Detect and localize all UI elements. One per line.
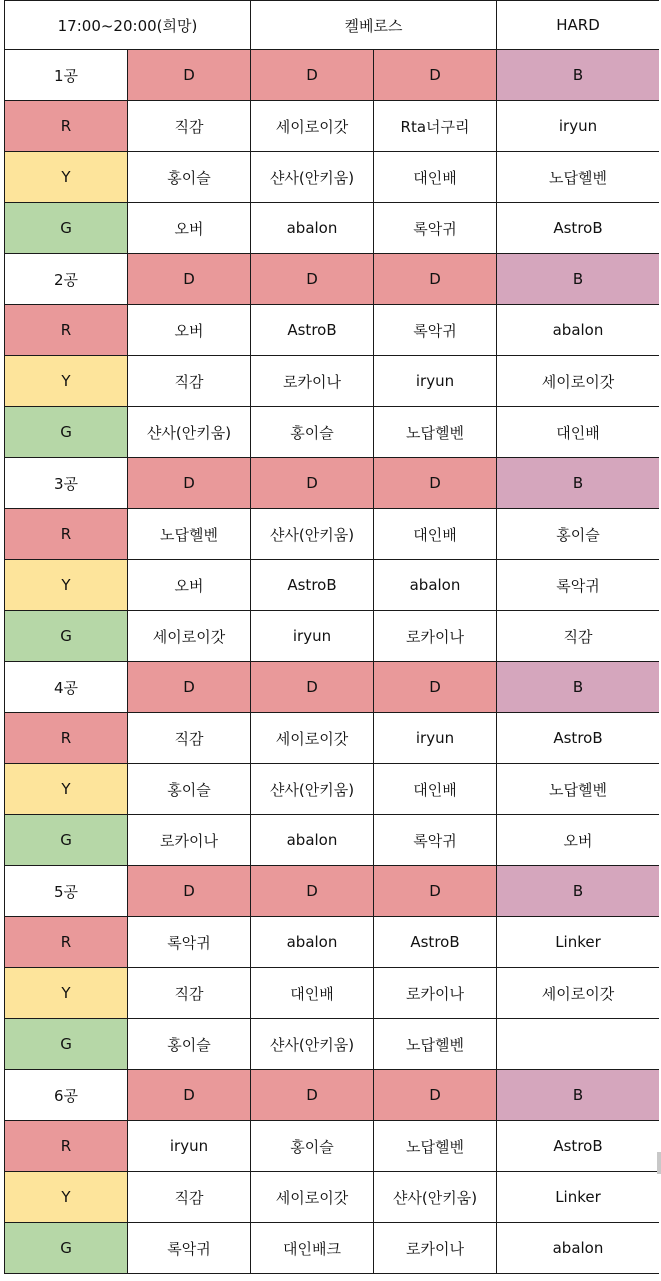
- team-label-cell[interactable]: G: [5, 611, 128, 662]
- grade-cell[interactable]: D: [374, 866, 497, 917]
- member-cell[interactable]: 록악귀: [374, 815, 497, 866]
- grade-cell[interactable]: D: [128, 458, 251, 509]
- team-row: [5, 1019, 660, 1070]
- member-cell[interactable]: 세이로이갓: [497, 356, 660, 407]
- member-cell[interactable]: 로카이나: [374, 968, 497, 1019]
- member-cell[interactable]: 로카이나: [374, 1223, 497, 1274]
- member-cell[interactable]: 직감: [497, 611, 660, 662]
- member-cell[interactable]: 록악귀: [128, 917, 251, 968]
- team-label-cell[interactable]: Y: [5, 560, 128, 611]
- grade-cell[interactable]: D: [374, 254, 497, 305]
- member-cell[interactable]: AstroB: [497, 713, 660, 764]
- header-time-cell[interactable]: 17:00~20:00(희망): [5, 1, 251, 50]
- member-cell[interactable]: 세이로이갓: [128, 611, 251, 662]
- team-label-cell[interactable]: Y: [5, 1172, 128, 1223]
- member-cell[interactable]: abalon: [497, 305, 660, 356]
- member-cell[interactable]: 샨사(안키움): [251, 152, 374, 203]
- round-label-cell[interactable]: 5공: [5, 866, 128, 917]
- header-difficulty-cell[interactable]: HARD: [497, 1, 660, 50]
- grade-cell[interactable]: D: [128, 662, 251, 713]
- member-cell[interactable]: AstroB: [251, 560, 374, 611]
- grade-cell[interactable]: B: [497, 866, 660, 917]
- member-cell[interactable]: abalon: [251, 917, 374, 968]
- team-row: [5, 509, 660, 560]
- round-label-cell[interactable]: 1공: [5, 50, 128, 101]
- team-row: [5, 713, 660, 764]
- member-cell[interactable]: 록악귀: [374, 305, 497, 356]
- member-cell[interactable]: AstroB: [497, 1121, 660, 1172]
- member-cell[interactable]: 록악귀: [128, 1223, 251, 1274]
- team-label-cell[interactable]: Y: [5, 356, 128, 407]
- member-cell[interactable]: 노답헬벤: [128, 509, 251, 560]
- member-cell[interactable]: [497, 1019, 660, 1070]
- team-label-cell[interactable]: G: [5, 407, 128, 458]
- team-row: [5, 305, 660, 356]
- member-cell[interactable]: 노답헬벤: [497, 152, 660, 203]
- member-cell[interactable]: AstroB: [374, 917, 497, 968]
- member-cell[interactable]: 대인배: [374, 764, 497, 815]
- member-cell[interactable]: 록악귀: [374, 203, 497, 254]
- member-cell[interactable]: 오버: [128, 560, 251, 611]
- round-grade-row: [5, 50, 660, 101]
- team-label-cell[interactable]: Y: [5, 764, 128, 815]
- team-row: [5, 203, 660, 254]
- team-row: [5, 560, 660, 611]
- member-cell[interactable]: 대인배크: [251, 1223, 374, 1274]
- round-grade-row: [5, 1070, 660, 1121]
- member-cell[interactable]: 오버: [497, 815, 660, 866]
- member-cell[interactable]: 샨사(안키움): [251, 764, 374, 815]
- member-cell[interactable]: 로카이나: [251, 356, 374, 407]
- team-row: [5, 1223, 660, 1274]
- member-cell[interactable]: 대인배: [497, 407, 660, 458]
- header-boss-cell[interactable]: 켈베로스: [251, 1, 497, 50]
- team-row: [5, 1172, 660, 1223]
- member-cell[interactable]: 홍이슬: [128, 152, 251, 203]
- member-cell[interactable]: abalon: [251, 203, 374, 254]
- member-cell[interactable]: 로카이나: [128, 815, 251, 866]
- team-row: [5, 611, 660, 662]
- grade-cell[interactable]: D: [251, 662, 374, 713]
- member-cell[interactable]: 세이로이갓: [251, 101, 374, 152]
- member-cell[interactable]: 샨사(안키움): [251, 509, 374, 560]
- member-cell[interactable]: 샨사(안키움): [251, 1019, 374, 1070]
- round-label-cell[interactable]: 6공: [5, 1070, 128, 1121]
- round-label-cell[interactable]: 2공: [5, 254, 128, 305]
- team-row: [5, 1121, 660, 1172]
- member-cell[interactable]: 대인배: [251, 968, 374, 1019]
- member-cell[interactable]: 세이로이갓: [497, 968, 660, 1019]
- member-cell[interactable]: 직감: [128, 1172, 251, 1223]
- team-label-cell[interactable]: R: [5, 509, 128, 560]
- member-cell[interactable]: iryun: [251, 611, 374, 662]
- raid-schedule-sheet: [4, 0, 660, 1274]
- team-row: [5, 356, 660, 407]
- team-label-cell[interactable]: G: [5, 1019, 128, 1070]
- member-cell[interactable]: Rta너구리: [374, 101, 497, 152]
- member-cell[interactable]: 노답헬벤: [374, 1019, 497, 1070]
- member-cell[interactable]: 홍이슬: [497, 509, 660, 560]
- grade-cell[interactable]: D: [374, 458, 497, 509]
- team-row: [5, 968, 660, 1019]
- round-grade-row: [5, 254, 660, 305]
- grade-cell[interactable]: D: [251, 1070, 374, 1121]
- grade-cell[interactable]: D: [128, 1070, 251, 1121]
- sheet-body: [5, 1, 660, 1274]
- member-cell[interactable]: Linker: [497, 1172, 660, 1223]
- member-cell[interactable]: iryun: [128, 1121, 251, 1172]
- team-label-cell[interactable]: R: [5, 101, 128, 152]
- round-label-cell[interactable]: 4공: [5, 662, 128, 713]
- grade-cell[interactable]: D: [251, 866, 374, 917]
- team-label-cell[interactable]: R: [5, 713, 128, 764]
- member-cell[interactable]: 직감: [128, 713, 251, 764]
- team-label-cell[interactable]: Y: [5, 152, 128, 203]
- grade-cell[interactable]: B: [497, 1070, 660, 1121]
- round-label-cell[interactable]: 3공: [5, 458, 128, 509]
- member-cell[interactable]: 홍이슬: [251, 1121, 374, 1172]
- team-label-cell[interactable]: R: [5, 305, 128, 356]
- grade-cell[interactable]: D: [251, 458, 374, 509]
- grade-cell[interactable]: D: [128, 254, 251, 305]
- grade-cell[interactable]: D: [128, 50, 251, 101]
- scrollbar-thumb[interactable]: [657, 1152, 661, 1174]
- member-cell[interactable]: iryun: [374, 713, 497, 764]
- grade-cell[interactable]: B: [497, 50, 660, 101]
- member-cell[interactable]: Linker: [497, 917, 660, 968]
- member-cell[interactable]: 오버: [128, 305, 251, 356]
- team-label-cell[interactable]: R: [5, 917, 128, 968]
- team-row: [5, 815, 660, 866]
- team-row: [5, 917, 660, 968]
- round-grade-row: [5, 458, 660, 509]
- member-cell[interactable]: 대인배: [374, 152, 497, 203]
- member-cell[interactable]: 직감: [128, 968, 251, 1019]
- header-row: [5, 1, 660, 50]
- member-cell[interactable]: 샨사(안키움): [374, 1172, 497, 1223]
- grade-cell[interactable]: D: [374, 1070, 497, 1121]
- member-cell[interactable]: iryun: [497, 101, 660, 152]
- grade-cell[interactable]: D: [251, 50, 374, 101]
- grade-cell[interactable]: D: [251, 254, 374, 305]
- member-cell[interactable]: AstroB: [497, 203, 660, 254]
- member-cell[interactable]: 노답헬벤: [374, 407, 497, 458]
- team-label-cell[interactable]: G: [5, 815, 128, 866]
- grade-cell[interactable]: B: [497, 254, 660, 305]
- grade-cell[interactable]: D: [374, 50, 497, 101]
- member-cell[interactable]: 홍이슬: [128, 1019, 251, 1070]
- round-grade-row: [5, 866, 660, 917]
- member-cell[interactable]: abalon: [497, 1223, 660, 1274]
- grade-cell[interactable]: D: [128, 866, 251, 917]
- grade-cell[interactable]: B: [497, 458, 660, 509]
- round-grade-row: [5, 662, 660, 713]
- member-cell[interactable]: 샨사(안키움): [128, 407, 251, 458]
- member-cell[interactable]: 직감: [128, 101, 251, 152]
- team-row: [5, 152, 660, 203]
- member-cell[interactable]: 세이로이갓: [251, 1172, 374, 1223]
- member-cell[interactable]: 노답헬벤: [497, 764, 660, 815]
- member-cell[interactable]: 직감: [128, 356, 251, 407]
- member-cell[interactable]: 대인배: [374, 509, 497, 560]
- member-cell[interactable]: 세이로이갓: [251, 713, 374, 764]
- grade-cell[interactable]: B: [497, 662, 660, 713]
- member-cell[interactable]: 홍이슬: [251, 407, 374, 458]
- member-cell[interactable]: abalon: [374, 560, 497, 611]
- team-label-cell[interactable]: R: [5, 1121, 128, 1172]
- member-cell[interactable]: 노답헬벤: [374, 1121, 497, 1172]
- member-cell[interactable]: iryun: [374, 356, 497, 407]
- grade-cell[interactable]: D: [374, 662, 497, 713]
- member-cell[interactable]: 홍이슬: [128, 764, 251, 815]
- team-label-cell[interactable]: G: [5, 1223, 128, 1274]
- member-cell[interactable]: 오버: [128, 203, 251, 254]
- member-cell[interactable]: abalon: [251, 815, 374, 866]
- team-row: [5, 101, 660, 152]
- team-row: [5, 407, 660, 458]
- team-label-cell[interactable]: Y: [5, 968, 128, 1019]
- member-cell[interactable]: 록악귀: [497, 560, 660, 611]
- team-row: [5, 764, 660, 815]
- member-cell[interactable]: 로카이나: [374, 611, 497, 662]
- team-label-cell[interactable]: G: [5, 203, 128, 254]
- member-cell[interactable]: AstroB: [251, 305, 374, 356]
